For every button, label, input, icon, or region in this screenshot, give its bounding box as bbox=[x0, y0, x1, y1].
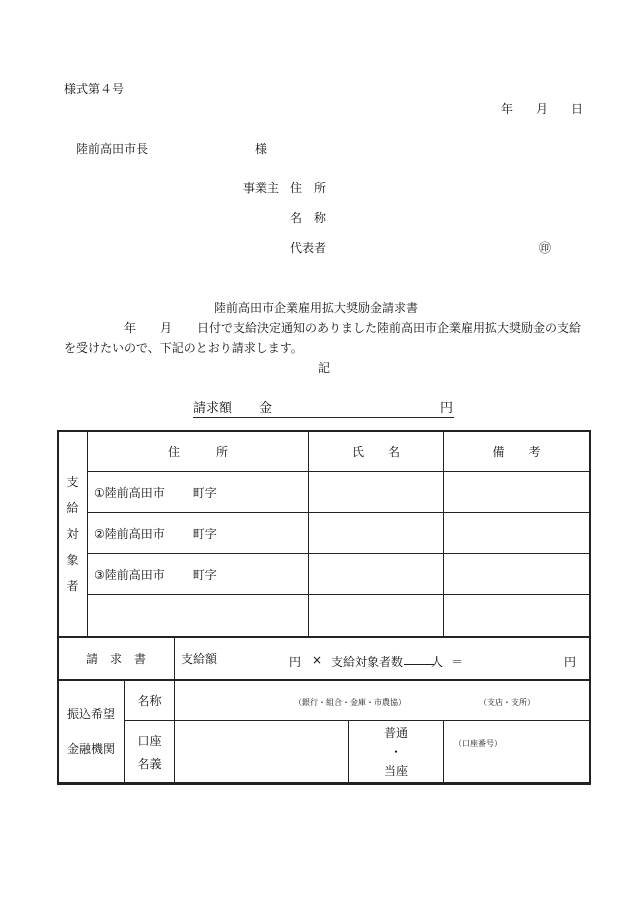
claim-kin: 金 bbox=[259, 401, 273, 416]
body-line1-rest: 日付で支給決定通知のありました陸前高田市企業雇用拡大奨励金の支給 bbox=[197, 321, 582, 335]
account-holder-cell[interactable] bbox=[175, 721, 349, 783]
account-type-futsu: 普通 bbox=[384, 726, 409, 740]
table-row bbox=[58, 554, 590, 595]
body-year: 年 bbox=[124, 321, 137, 335]
recipient-address-cell[interactable] bbox=[88, 513, 309, 554]
applicant-name-label: 名 称 bbox=[290, 211, 327, 225]
claim-yen: 円 bbox=[440, 401, 454, 416]
yen-unit: 円 bbox=[289, 654, 302, 669]
claim-calculation-cell[interactable] bbox=[175, 637, 590, 680]
bank-name-cell[interactable] bbox=[175, 680, 590, 721]
applicant-address-label: 住 所 bbox=[290, 181, 327, 195]
table-row bbox=[58, 595, 590, 637]
date-year: 年 bbox=[501, 102, 514, 116]
claim-row-label: 請 求 書 bbox=[58, 637, 175, 680]
claim-table bbox=[57, 430, 590, 783]
total-yen-unit: 円 bbox=[564, 654, 577, 669]
ki-mark: 記 bbox=[318, 361, 331, 375]
recipient-address-cell[interactable] bbox=[88, 472, 309, 513]
recipient-remarks-cell[interactable] bbox=[444, 472, 590, 513]
date-month: 月 bbox=[536, 102, 549, 116]
applicant-rep-label: 代表者 bbox=[290, 241, 327, 255]
section-char: 象 bbox=[66, 552, 79, 567]
table-row bbox=[58, 513, 590, 554]
count-blank[interactable] bbox=[404, 664, 434, 665]
recipient-name-cell[interactable] bbox=[309, 595, 444, 637]
account-type-cell[interactable] bbox=[349, 721, 444, 783]
recipient-name-cell[interactable] bbox=[309, 472, 444, 513]
section-char: 給 bbox=[66, 500, 79, 515]
address-city: ②陸前高田市 bbox=[94, 526, 165, 541]
address-town: 町字 bbox=[192, 526, 217, 541]
section-char: 支 bbox=[66, 474, 79, 489]
addressee-honorific: 様 bbox=[255, 142, 268, 156]
address-town: 町字 bbox=[192, 567, 217, 582]
recipient-section-label bbox=[58, 431, 88, 637]
recipient-remarks-cell[interactable] bbox=[444, 513, 590, 554]
bank-section-label bbox=[58, 680, 125, 783]
table-row bbox=[58, 472, 590, 513]
section-char: 者 bbox=[66, 578, 79, 593]
bank-label-line2: 金融機関 bbox=[66, 742, 115, 757]
address-city: ③陸前高田市 bbox=[94, 567, 165, 582]
amount-label: 支給額 bbox=[181, 651, 218, 666]
body-month: 月 bbox=[160, 321, 173, 335]
form-number: 様式第４号 bbox=[64, 82, 125, 96]
claim-underline bbox=[193, 417, 454, 418]
body-line2: を受けたいので、下記のとおり請求します。 bbox=[64, 341, 303, 355]
account-type-toza: 当座 bbox=[384, 764, 409, 778]
account-type-dot: ・ bbox=[390, 745, 403, 759]
recipient-name-cell[interactable] bbox=[309, 554, 444, 595]
header-remarks: 備 考 bbox=[444, 431, 590, 472]
date-day: 日 bbox=[571, 102, 584, 116]
address-city: ①陸前高田市 bbox=[94, 485, 165, 500]
bank-label-line1: 振込希望 bbox=[66, 707, 115, 722]
address-town: 町字 bbox=[192, 485, 217, 500]
recipient-name-cell[interactable] bbox=[309, 513, 444, 554]
recipient-remarks-cell[interactable] bbox=[444, 595, 590, 637]
bank-types: （銀行・組合・金庫・市農協） bbox=[294, 697, 406, 707]
header-address: 住 所 bbox=[88, 431, 309, 472]
holder-line2: 名義 bbox=[137, 756, 162, 771]
recipient-address-cell[interactable] bbox=[88, 595, 309, 637]
account-number-label: （口座番号） bbox=[454, 739, 503, 748]
bank-name-label: 名称 bbox=[125, 680, 175, 721]
claim-amount-label: 請求額 bbox=[193, 401, 233, 416]
account-holder-label bbox=[125, 721, 175, 783]
recipient-address-cell[interactable] bbox=[88, 554, 309, 595]
addressee-name: 陸前高田市長 bbox=[76, 142, 149, 156]
header-name: 氏 名 bbox=[309, 431, 444, 472]
person-unit: 人 bbox=[431, 654, 444, 669]
section-char: 対 bbox=[66, 526, 79, 541]
equals-sign: ＝ bbox=[451, 654, 464, 669]
holder-line1: 口座 bbox=[137, 733, 162, 748]
branch-types: （支店・支所） bbox=[479, 697, 535, 707]
recipient-remarks-cell[interactable] bbox=[444, 554, 590, 595]
applicant-prefix: 事業主 bbox=[243, 181, 280, 195]
seal-mark: ㊞ bbox=[539, 241, 552, 255]
times-sign: × bbox=[312, 652, 323, 667]
count-label: 支給対象者数 bbox=[331, 654, 404, 669]
document-title: 陸前高田市企業雇用拡大奨励金請求書 bbox=[214, 301, 419, 315]
account-number-cell[interactable] bbox=[444, 721, 590, 783]
